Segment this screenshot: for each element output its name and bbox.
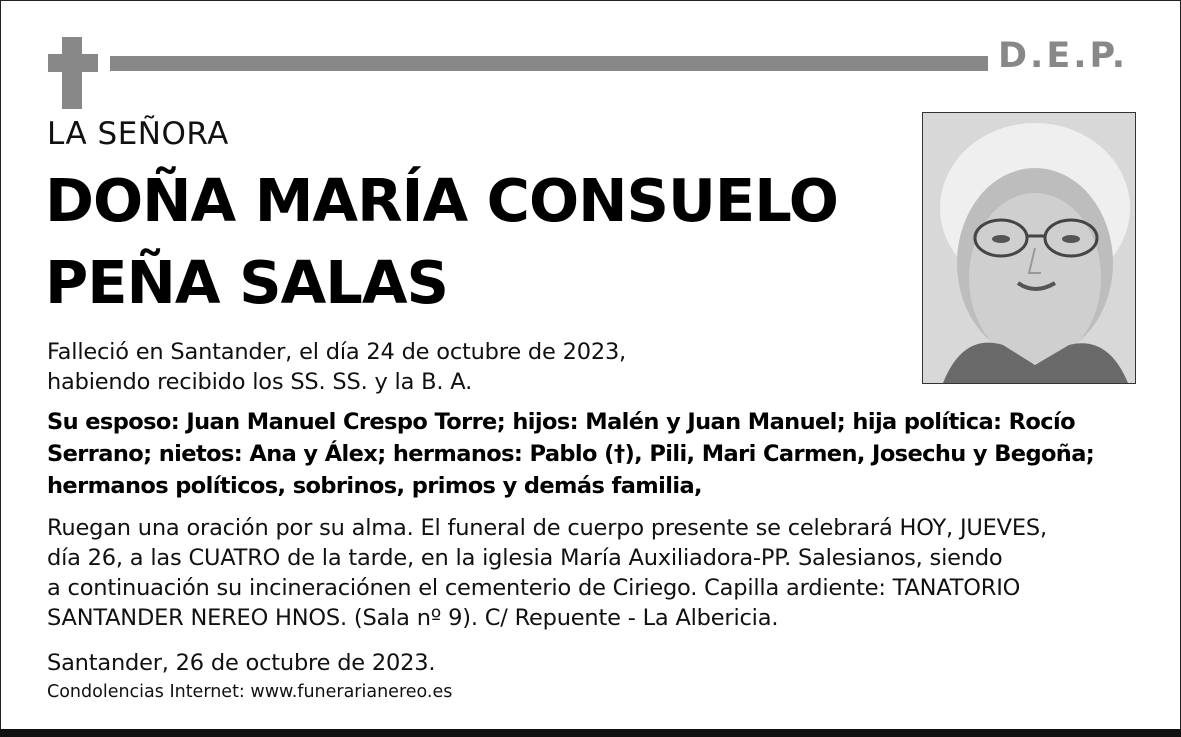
prayer-line: a continuación su incineraciónen el cementerio de Ciriego. Capilla ardiente: TANATORIO: [47, 575, 1021, 601]
notice-date: Santander, 26 de octubre de 2023.: [47, 650, 436, 676]
cross-icon-bar: [48, 54, 98, 72]
intro-line: habiendo recibido los SS. SS. y la B. A.: [47, 369, 473, 395]
family-line: Su esposo: Juan Manuel Crespo Torre; hijos: Malén y Juan Manuel; hija política: Rocío: [47, 409, 1075, 435]
funeral-details: [47, 513, 1047, 633]
intro-line: Falleció en Santander, el día 24 de octubre de 2023,: [47, 339, 627, 365]
family-line: Serrano; nietos: Ana y Álex; hermanos: Pablo (†), Pili, Mari Carmen, Josechu y Begoña;: [47, 441, 1095, 467]
bottom-border: [0, 729, 1181, 737]
prayer-line: Ruegan una oración por su alma. El funeral de cuerpo presente se celebrará HOY, JUEVES,: [47, 515, 1047, 541]
deceased-name-line1: DOÑA MARÍA CONSUELO: [45, 166, 838, 235]
deceased-photo: [922, 112, 1136, 384]
family-list: [47, 406, 1094, 502]
family-line: hermanos políticos, sobrinos, primos y demás familia,: [47, 473, 702, 499]
condolences-link[interactable]: Condolencias Internet: www.funerarianereo.es: [47, 682, 453, 702]
header-rule: [110, 56, 988, 71]
prayer-line: SANTANDER NEREO HNOS. (Sala nº 9). C/ Repuente - La Albericia.: [47, 605, 779, 631]
cross-icon: [62, 37, 82, 109]
deceased-name-line2: PEÑA SALAS: [45, 248, 449, 317]
prayer-line: día 26, a las CUATRO de la tarde, en la iglesia María Auxiliadora-PP. Salesianos, siendo: [47, 545, 1003, 571]
deceased-prefix: LA SEÑORA: [47, 116, 229, 152]
portrait-image: [923, 113, 1135, 383]
dep-label: D.E.P.: [998, 36, 1129, 76]
death-notice: [47, 337, 626, 397]
